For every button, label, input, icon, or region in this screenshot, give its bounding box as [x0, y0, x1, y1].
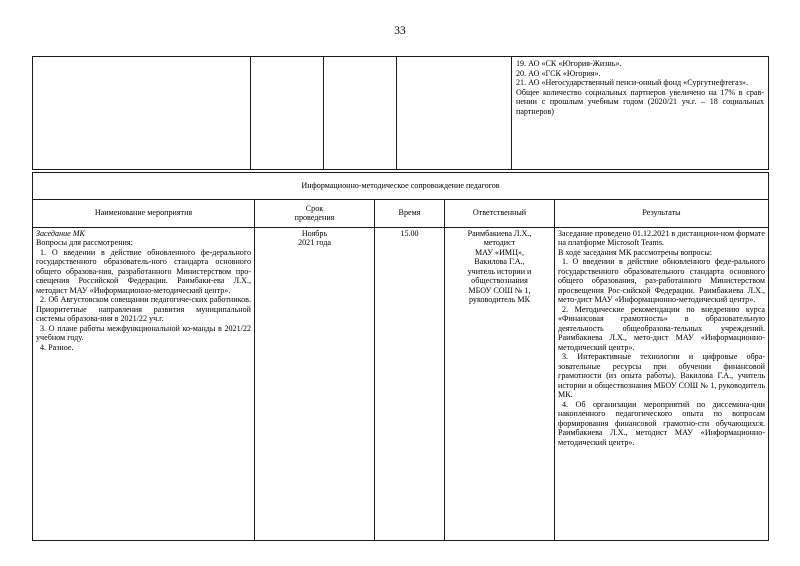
responsible-line: учитель истории и — [467, 266, 532, 276]
cell-responsible — [445, 227, 555, 540]
cell-results-partners — [512, 57, 769, 170]
responsible-line: Раимбакиева Л.Х., — [467, 228, 532, 238]
table-row — [33, 57, 769, 170]
results-line: 21. АО «Негосударственный пенси-онный фонд «Сургутнефтегаз». — [516, 78, 748, 87]
responsible-line: руководитель МК — [468, 295, 531, 304]
cell-name-empty — [33, 57, 251, 170]
header-responsible: Ответственный — [445, 199, 555, 227]
period-line1: Ноябрь — [301, 228, 328, 238]
results-line: 19. АО «СК «Югория-Жизнь». — [516, 59, 622, 68]
results-intro: В ходе заседания МК рассмотрены вопросы: — [558, 247, 713, 257]
methodical-support-table — [32, 172, 769, 541]
results-item: 1. О введении в действие обновленного феде-рального государственного образовательного стандарта основного общего образования, раз-работанного Министерством просвещения Рос-сийской Федерации. Раимбакиева Л.Х., мето-дист МАУ «Информационно-методический центр». — [558, 257, 766, 304]
results-line: Общее количество социальных партнеров увеличено на 17% в срав-нении с прошлым учебным годом (2020/21 уч.г. – 18 социальных партнеров) — [516, 87, 764, 116]
column-header-row — [33, 199, 769, 227]
results-item: 2. Методические рекомендации по внедрению курса «Финансовая грамотность» в образовательную деятельность общеобразова-тельных учреждений. Раимбакиева Л.Х., мето-дист МАУ «Информационно-методический центр». — [558, 304, 766, 352]
event-item: 1. О введении в действие обновленного фе-дерального государственного образователь-ного стандарта основного общего образова-ния, разработанного Министерством про-свещения Российской Федерации. Раимбаки-ева Л.Х., методист МАУ «Информационно-методический центр». — [36, 247, 251, 295]
event-item: 3. О плане работы межфункциональной ко-манды в 2021/22 учебном году. — [36, 323, 251, 342]
results-line: 20. АО «ГСК «Югория». — [516, 68, 601, 78]
cell-period — [255, 227, 375, 540]
responsible-line: МАУ «ИМЦ», — [474, 247, 525, 257]
cell-time-empty — [324, 57, 397, 170]
section-title: Информационно-методическое сопровождение педагогов — [33, 173, 769, 200]
responsible-line: методист — [483, 238, 516, 247]
header-time: Время — [375, 199, 445, 227]
event-item: 2. Об Августовском совещании педагогиче-ских работников. Приоритетные направления развития муниципальной системы образова-ния в 2021/22 уч.г. — [36, 295, 251, 323]
cell-results — [555, 227, 769, 540]
period-line2: 2021 года — [298, 238, 331, 247]
results-item: 4. Об организации мероприятий по диссемина-ции накопленного педагогического опыта по вопросам формирования финансовой грамотно-сти обучающихся. Раимбакиева Л.Х., методист МАУ «Информационно-методический центр». — [558, 399, 766, 447]
cell-period-empty — [251, 57, 324, 170]
page-number: 33 — [394, 25, 406, 37]
responsible-line: МБОУ СОШ № 1, — [468, 285, 531, 295]
responsible-line: обществознания — [471, 276, 528, 285]
header-name: Наименование мероприятия — [33, 199, 255, 227]
event-title: Заседание МК — [36, 228, 85, 238]
section-header-row — [33, 173, 769, 200]
table-row — [33, 227, 769, 540]
cell-event-name — [33, 227, 255, 540]
header-results: Результаты — [555, 199, 769, 227]
cell-time: 15.00 — [375, 227, 445, 540]
event-item: 4. Разное. — [40, 342, 74, 352]
cell-responsible-empty — [397, 57, 512, 170]
social-partners-table — [32, 56, 769, 170]
results-item: 3. Интерактивные технологии и цифровые обра-зовательные ресурсы при обучении финансовой грамотности (из опыта работы). Вакилова Г.А., учитель истории и обществознания МБОУ СОШ № 1, руководитель МК. — [558, 352, 766, 399]
header-period — [255, 199, 375, 227]
header-period-line1: Срок — [305, 203, 324, 213]
event-intro: Вопросы для рассмотрения: — [36, 238, 133, 247]
responsible-line: Вакилова Г.А., — [474, 257, 525, 266]
header-period-line2: проведения — [294, 213, 335, 222]
results-intro: Заседание проведено 01.12.2021 в дистанцион-ном формате на платформе Microsoft Teams. — [558, 228, 766, 247]
